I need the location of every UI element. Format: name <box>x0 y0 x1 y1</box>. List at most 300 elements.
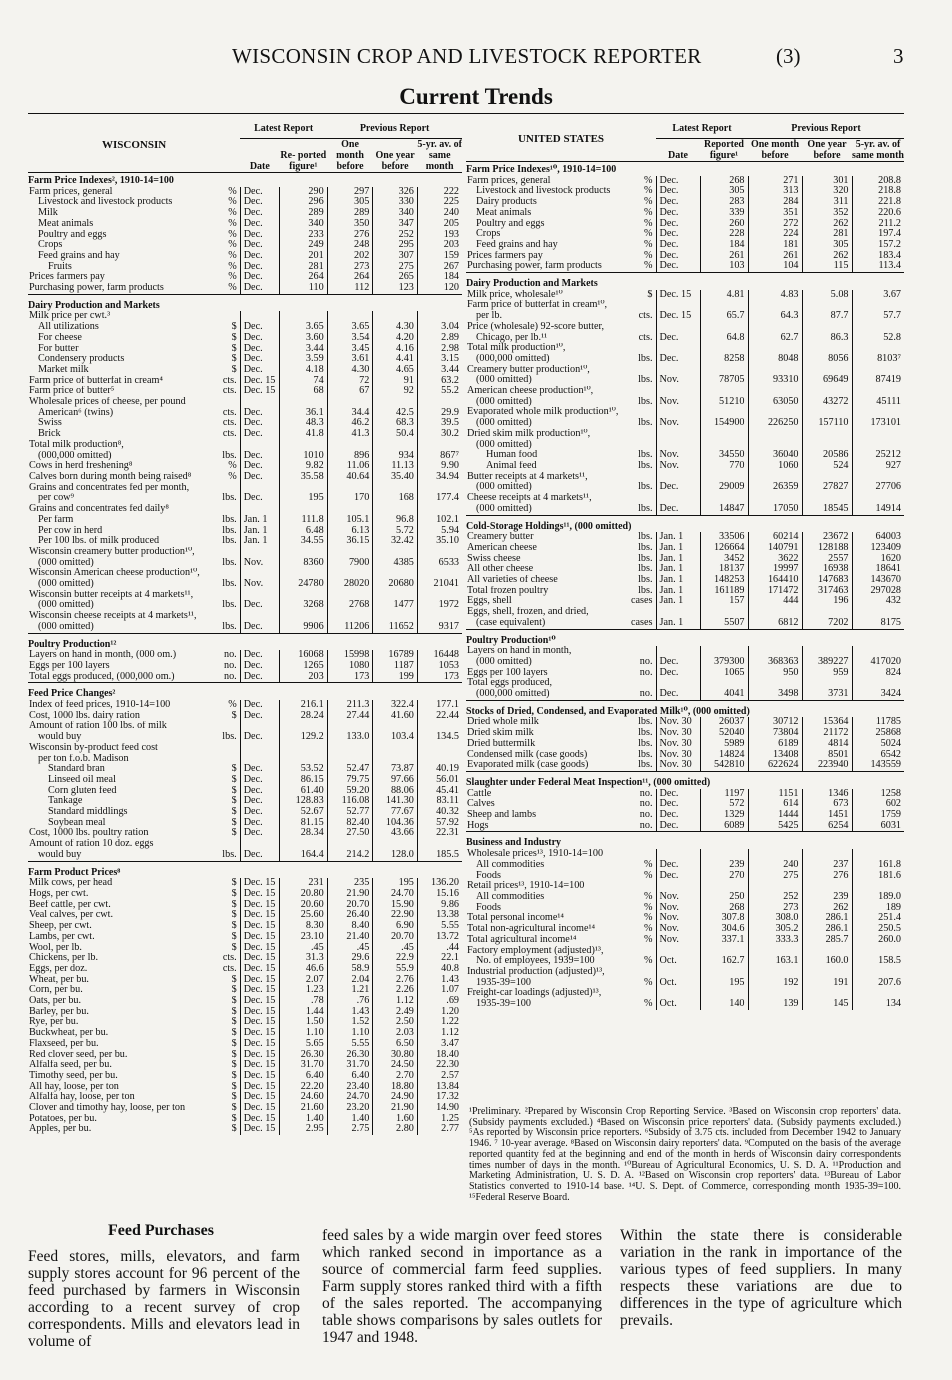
month-before-value: 133.0 <box>327 732 373 743</box>
five-year-value: 6542 <box>852 750 904 761</box>
row-unit: $ <box>231 1124 237 1135</box>
row-label-text: Lambs, per cwt. <box>29 931 95 942</box>
section-header <box>466 273 904 290</box>
year-before-value: 11652 <box>373 622 418 633</box>
row-unit: lbs. <box>222 493 237 504</box>
row-label <box>466 881 656 892</box>
month-before-value: .45 <box>327 943 373 954</box>
row-label-text: Milk price per cwt.³ <box>29 311 111 322</box>
row-label <box>466 386 656 397</box>
row-unit: $ <box>231 807 237 818</box>
row-unit: $ <box>647 289 653 300</box>
month-before-value <box>327 504 373 515</box>
reported-value: 164.4 <box>279 850 327 861</box>
table-row <box>28 700 462 711</box>
year-before-value: 22.9 <box>373 953 418 964</box>
row-date: Nov. 30 <box>656 717 700 728</box>
row-date: Dec. <box>240 828 279 839</box>
reported-value: 148253 <box>700 575 748 586</box>
row-unit: cts. <box>222 429 237 440</box>
reported-value: 307.8 <box>700 913 748 924</box>
five-year-value: 177.1 <box>417 700 462 711</box>
year-before-value: 524 <box>802 461 852 472</box>
row-unit: cts. <box>638 311 653 322</box>
row-label-text: (case equivalent) <box>476 617 546 628</box>
row-label <box>466 311 656 322</box>
row-date: Dec. <box>656 251 700 262</box>
row-unit: lbs. <box>638 717 653 728</box>
year-before-value: 21.90 <box>373 1103 418 1114</box>
row-label-text: Dried skim milk production¹⁰, <box>467 428 591 439</box>
table-row <box>466 240 904 251</box>
month-before-value: 64.3 <box>748 311 802 322</box>
row-label <box>28 743 240 754</box>
row-unit: $ <box>231 942 237 953</box>
five-year-value: 211.2 <box>852 219 904 230</box>
year-before-value: 1451 <box>802 810 852 821</box>
row-label-text: All commodities <box>476 892 545 902</box>
row-date: Dec. <box>240 408 279 419</box>
row-label-text: Barley, per bu. <box>29 1006 89 1017</box>
row-unit: % <box>228 272 237 283</box>
five-year-value <box>417 611 462 622</box>
row-label-text: For cheese <box>38 332 82 343</box>
row-label <box>28 515 240 526</box>
row-label-text: (000,000 omitted) <box>38 450 112 461</box>
row-date <box>656 967 700 978</box>
table-row <box>28 208 462 219</box>
table-row <box>28 230 462 241</box>
year-before-value <box>373 568 418 579</box>
row-date: Dec. <box>656 860 700 871</box>
month-before-value <box>748 678 802 689</box>
row-label-text: Feed grains and hay <box>38 250 120 261</box>
year-before-value <box>373 754 418 765</box>
row-label <box>28 322 240 333</box>
row-date: Dec. <box>240 672 279 683</box>
month-before-value: 52.47 <box>327 764 373 775</box>
reported-value: 29009 <box>700 482 748 493</box>
five-year-value: 1.12 <box>417 1028 462 1039</box>
five-year-value: 14.90 <box>417 1103 462 1114</box>
row-label-text: Condensed milk (case goods) <box>467 749 588 760</box>
row-date: Dec. 15 <box>240 878 279 889</box>
table-row <box>28 536 462 547</box>
year-before-value <box>802 988 852 999</box>
year-before-value: 673 <box>802 799 852 810</box>
row-label <box>28 240 240 251</box>
row-label <box>466 543 656 554</box>
five-year-value: 1.22 <box>417 1017 462 1028</box>
row-label-text: All utilizations <box>38 322 99 333</box>
reported-value: 304.6 <box>700 924 748 935</box>
row-unit: $ <box>231 322 237 333</box>
five-year-value: 25868 <box>852 728 904 739</box>
row-label <box>28 807 240 818</box>
five-year-value: 56.01 <box>417 775 462 786</box>
reported-value <box>279 721 327 732</box>
table-row <box>28 611 462 622</box>
row-date: Dec. 15 <box>240 1039 279 1050</box>
month-before-value: 622624 <box>748 760 802 771</box>
row-label-text: All commodities <box>476 859 545 870</box>
table-row <box>28 526 462 537</box>
row-label <box>466 450 656 461</box>
month-before-value <box>327 721 373 732</box>
reported-value: 1329 <box>700 810 748 821</box>
five-year-value: 6533 <box>417 558 462 569</box>
row-date: Dec. 15 <box>240 386 279 397</box>
table-row <box>466 881 904 892</box>
table-row <box>28 493 462 504</box>
row-label <box>466 429 656 440</box>
row-label-text: (000 omitted) <box>476 439 532 450</box>
row-label-text: would buy <box>38 732 82 743</box>
row-date: Dec. 15 <box>240 1017 279 1028</box>
row-unit: $ <box>231 931 237 942</box>
row-date: Dec. 15 <box>240 953 279 964</box>
row-date: Dec. <box>240 711 279 722</box>
region-header: UNITED STATES <box>466 118 656 162</box>
reported-value: 24.60 <box>279 1092 327 1103</box>
month-before-value: 63050 <box>748 397 802 408</box>
month-before-value: 272 <box>748 219 802 230</box>
row-date <box>656 300 700 311</box>
five-year-value: 927 <box>852 461 904 472</box>
row-label-text: Eggs, shell <box>467 596 512 607</box>
footnotes: ¹Preliminary. ²Prepared by Wisconsin Crop Reporting Service. ³Based on Wisconsin crop reporters' data. (Subsidy payments excluded.) ⁴Based on Wisconsin price reporters' data. (Subsidy payments excluded.) ⁵As reported by Wisconsin price reporters. ⁶Subsidy of 3.75 cts. included from December 1942 to January 1946. ⁷ 10-year average. ⁸Based on Wisconsin dairy reporters' data. ⁹Computed on the basis of the average reported quantity fed at the beginning and end of the month in herds of Wisconsin dairy correspondents times number of days in the month. ¹⁰Bureau of Agricultural Economics, U. S. D. A. ¹¹Production and Marketing Administration, U. S. D. A. ¹²Based on Wisconsin crop reporters' data. ¹³Bureau of Labor Statistics converted to 1910-14 base. ¹⁴U. S. Dept. of Commerce, corresponding month 1935-39=100. ¹⁵Federal Reserve Board. <box>469 1106 901 1203</box>
section-header <box>28 173 462 187</box>
row-date: Dec. 15 <box>240 1007 279 1018</box>
row-date <box>240 483 279 494</box>
row-label-text: Creamery butter production¹⁰, <box>467 364 590 375</box>
row-label-text: Crops <box>476 229 501 240</box>
row-date <box>656 429 700 440</box>
row-unit: lbs. <box>638 553 653 564</box>
month-before-value <box>327 568 373 579</box>
year-before-value: 4.30 <box>373 322 418 333</box>
year-before-value: 389227 <box>802 657 852 668</box>
row-label-text: Layers on hand in month, (000 om.) <box>29 650 177 661</box>
year-before-value: 2.03 <box>373 1028 418 1039</box>
year-before-value: 2.26 <box>373 985 418 996</box>
month-before-value: 2.04 <box>327 975 373 986</box>
row-label-text: Human food <box>486 450 538 461</box>
table-row <box>28 240 462 251</box>
table-row <box>466 618 904 629</box>
row-unit: % <box>228 283 237 294</box>
month-before-value: 192 <box>748 978 802 989</box>
year-before-value: 18545 <box>802 504 852 515</box>
reported-value: 5507 <box>700 618 748 629</box>
row-label <box>28 208 240 219</box>
reported-value: 770 <box>700 461 748 472</box>
year-before-value: 11.13 <box>373 461 418 472</box>
five-year-value: 267 <box>417 262 462 273</box>
row-label-text: Price (wholesale) 92-score butter, <box>467 321 605 332</box>
row-unit: cts. <box>222 953 237 964</box>
five-year-value: 1620 <box>852 554 904 565</box>
row-unit: $ <box>231 910 237 921</box>
row-label <box>28 472 240 483</box>
table-row <box>28 272 462 283</box>
five-year-value: 173 <box>417 672 462 683</box>
row-unit: $ <box>231 974 237 985</box>
row-date <box>240 568 279 579</box>
year-before-value: 5.08 <box>802 290 852 301</box>
row-label-text: Farm price of butterfat in cream¹⁰, <box>467 300 608 311</box>
five-year-value <box>852 946 904 957</box>
year-before-value: 2.70 <box>373 1071 418 1082</box>
row-date: Dec. <box>240 650 279 661</box>
row-unit: % <box>228 261 237 272</box>
reported-value: 33506 <box>700 532 748 543</box>
row-label-text: Index of feed prices, 1910-14=100 <box>29 700 171 711</box>
year-before-value: 141.30 <box>373 796 418 807</box>
row-label-text: Eggs, per doz. <box>29 963 88 974</box>
row-label-text: Per farm <box>38 514 74 525</box>
row-label-text: Factory employment (adjusted)¹³, <box>467 945 604 956</box>
month-before-value: 350 <box>327 219 373 230</box>
row-label <box>466 554 656 565</box>
five-year-value: .44 <box>417 943 462 954</box>
row-date: Dec. <box>240 262 279 273</box>
table-row <box>466 450 904 461</box>
year-before-value <box>802 678 852 689</box>
reported-value: 340 <box>279 219 327 230</box>
row-label <box>28 568 240 579</box>
reported-value <box>279 397 327 408</box>
year-before-value: 115 <box>802 261 852 272</box>
reported-value <box>279 440 327 451</box>
reported-value: 1.23 <box>279 985 327 996</box>
reported-value: 233 <box>279 230 327 241</box>
latest-report-header: Latest Report <box>240 118 327 139</box>
table-row <box>28 251 462 262</box>
month-before-value: 3.61 <box>327 354 373 365</box>
table-row <box>28 1103 462 1114</box>
year-before-value <box>802 849 852 860</box>
row-unit: lbs. <box>222 579 237 590</box>
row-date: Dec. <box>240 240 279 251</box>
year-before-value: 24.70 <box>373 889 418 900</box>
publication-title: WISCONSIN CROP AND LIVESTOCK REPORTER <box>232 44 702 68</box>
row-date: Nov. <box>240 558 279 569</box>
row-label-text: Prices farmers pay <box>29 272 105 283</box>
month-before-value: 3622 <box>748 554 802 565</box>
row-label-text: (000 omitted) <box>38 557 94 568</box>
reported-value: 26037 <box>700 717 748 728</box>
row-label-text: Sheep and lambs <box>467 810 537 821</box>
row-label <box>28 828 240 839</box>
row-label-text: Grains and concentrates fed per month, <box>29 482 190 493</box>
row-label-text: Farm prices, general <box>467 175 551 186</box>
row-label-text: Farm price of butter⁵ <box>29 386 115 397</box>
month-before-value: 26359 <box>748 482 802 493</box>
five-year-value: 136.20 <box>417 878 462 889</box>
month-before-value <box>748 322 802 333</box>
year-before-value: 128188 <box>802 543 852 554</box>
five-year-value <box>852 988 904 999</box>
row-unit: lbs. <box>638 532 653 543</box>
year-before-value: 8056 <box>802 354 852 365</box>
row-unit: no. <box>639 820 653 831</box>
row-label <box>28 547 240 558</box>
row-date: Dec. <box>240 818 279 829</box>
section-title: Farm Product Prices⁸ <box>28 861 462 878</box>
row-date: Dec. <box>656 689 700 700</box>
row-date: Dec. 15 <box>240 964 279 975</box>
row-unit: % <box>644 870 653 881</box>
row-date: Dec. <box>656 821 700 832</box>
five-year-value <box>852 472 904 483</box>
row-date: Dec. <box>656 176 700 187</box>
year-before-header: One year before <box>373 139 418 173</box>
reported-value: 8258 <box>700 354 748 365</box>
row-label <box>28 219 240 230</box>
reported-value: 18137 <box>700 564 748 575</box>
reported-value: 81.15 <box>279 818 327 829</box>
row-date: Dec. <box>656 261 700 272</box>
month-before-value: 224 <box>748 229 802 240</box>
row-label <box>466 717 656 728</box>
row-label <box>28 775 240 786</box>
row-unit: no. <box>639 810 653 821</box>
table-row <box>28 376 462 387</box>
row-date <box>240 440 279 451</box>
year-before-value: 30.80 <box>373 1050 418 1061</box>
row-label <box>28 600 240 611</box>
row-label-text: Dried whole milk <box>467 717 539 728</box>
reported-value <box>700 967 748 978</box>
reported-value: 268 <box>700 903 748 914</box>
month-before-value: 4.83 <box>748 290 802 301</box>
row-unit: lbs. <box>638 418 653 429</box>
row-label <box>466 892 656 903</box>
reported-value: 1065 <box>700 668 748 679</box>
year-before-value: 286.1 <box>802 913 852 924</box>
five-year-value: 40.8 <box>417 964 462 975</box>
five-year-value: 64003 <box>852 532 904 543</box>
five-year-value: 5.55 <box>417 921 462 932</box>
reported-value: 281 <box>279 262 327 273</box>
reported-value: 3.59 <box>279 354 327 365</box>
row-unit: lbs. <box>638 503 653 514</box>
table-row <box>466 472 904 483</box>
row-date: Dec. <box>656 657 700 668</box>
row-label-text: Wisconsin American cheese production¹⁰, <box>29 568 200 579</box>
table-row <box>466 311 904 322</box>
row-unit: lbs. <box>638 585 653 596</box>
table-row <box>28 743 462 754</box>
row-date <box>656 386 700 397</box>
month-before-value: 31.70 <box>327 1060 373 1071</box>
year-before-value: 160.0 <box>802 956 852 967</box>
year-before-value: 286.1 <box>802 924 852 935</box>
row-label <box>28 650 240 661</box>
table-row <box>466 967 904 978</box>
row-label <box>466 251 656 262</box>
table-row <box>466 290 904 301</box>
table-row <box>28 322 462 333</box>
row-label-text: Red clover seed, per bu. <box>29 1049 128 1060</box>
five-year-value: 55.2 <box>417 386 462 397</box>
row-label-text: Oats, per bu. <box>29 996 82 1007</box>
five-year-value: 22.1 <box>417 953 462 964</box>
row-label-text: Eggs per 100 layers <box>29 660 110 671</box>
five-year-value: 8103⁷ <box>852 354 904 365</box>
row-unit: $ <box>231 996 237 1007</box>
year-before-value: 223940 <box>802 760 852 771</box>
five-year-value: 193 <box>417 230 462 241</box>
row-date <box>656 946 700 957</box>
row-label <box>28 754 240 765</box>
row-label <box>28 283 240 294</box>
five-year-value: 1258 <box>852 789 904 800</box>
year-before-value <box>373 483 418 494</box>
reported-value: 305 <box>700 186 748 197</box>
row-label-text: Animal feed <box>486 460 537 471</box>
row-unit: cases <box>631 596 653 607</box>
row-label <box>466 956 656 967</box>
row-label <box>466 186 656 197</box>
year-before-value: 103.4 <box>373 732 418 743</box>
month-before-value: 1444 <box>748 810 802 821</box>
row-label-text: Buckwheat, per bu. <box>29 1028 109 1039</box>
row-date <box>656 322 700 333</box>
five-year-value: 18641 <box>852 564 904 575</box>
reported-value: 231 <box>279 878 327 889</box>
month-before-value <box>327 754 373 765</box>
month-before-value: 1151 <box>748 789 802 800</box>
year-before-value: 1346 <box>802 789 852 800</box>
row-unit: lbs. <box>222 525 237 536</box>
row-date: Dec. <box>240 764 279 775</box>
five-year-value <box>852 493 904 504</box>
month-before-value: 284 <box>748 197 802 208</box>
year-before-value <box>802 407 852 418</box>
row-label-text: All hay, loose, per ton <box>29 1081 119 1092</box>
row-label <box>28 818 240 829</box>
table-row <box>466 999 904 1010</box>
row-label-text: Wisconsin by-product feed cost <box>29 742 158 753</box>
table-row <box>466 322 904 333</box>
reported-value: 195 <box>279 493 327 504</box>
row-date: Dec. <box>240 344 279 355</box>
row-date: Dec. <box>240 461 279 472</box>
five-year-value: 602 <box>852 799 904 810</box>
year-before-value: 959 <box>802 668 852 679</box>
five-year-value: 63.2 <box>417 376 462 387</box>
table-row <box>28 910 462 921</box>
month-before-value <box>748 881 802 892</box>
row-label-text: Farm prices, general <box>29 186 113 197</box>
year-before-value: 307 <box>373 251 418 262</box>
month-before-value: 333.3 <box>748 935 802 946</box>
row-date: Dec. 15 <box>240 943 279 954</box>
row-date <box>656 849 700 860</box>
reported-value: 52.67 <box>279 807 327 818</box>
month-before-value: 27.44 <box>327 711 373 722</box>
row-unit: % <box>228 197 237 208</box>
row-unit: lbs. <box>638 575 653 586</box>
year-before-value: 6.90 <box>373 921 418 932</box>
row-label-text: (000,000 omitted) <box>476 689 550 700</box>
reported-value: 31.70 <box>279 1060 327 1071</box>
table-row <box>28 878 462 889</box>
row-label-text: For butter <box>38 343 79 354</box>
five-year-value: 158.5 <box>852 956 904 967</box>
